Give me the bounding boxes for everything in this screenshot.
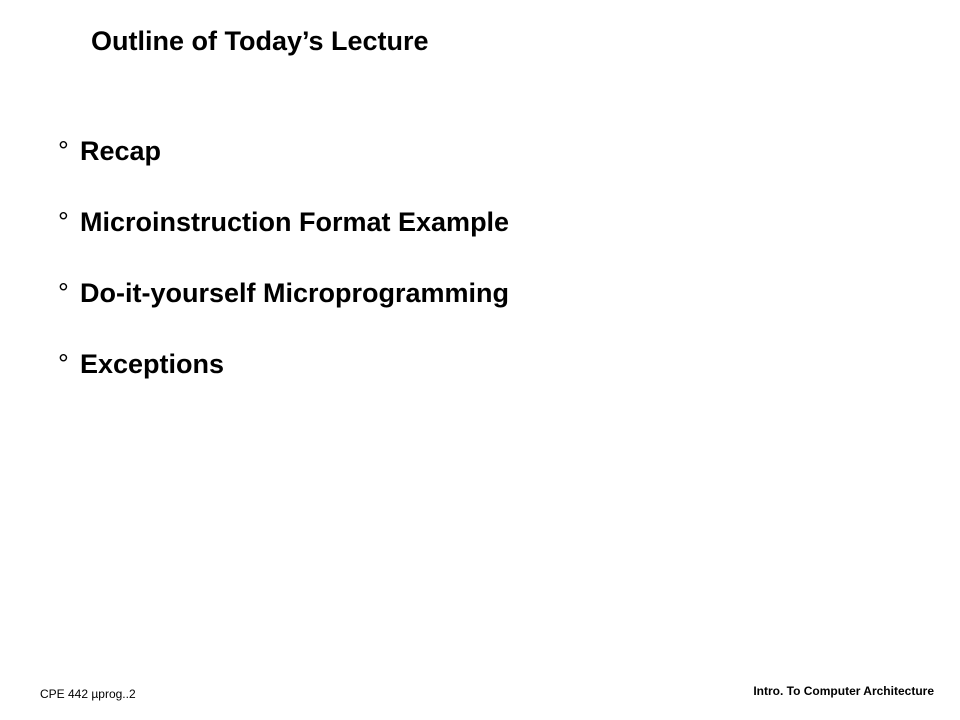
bullet-item	[58, 349, 509, 420]
footer-course-label: CPE 442 µprog..2	[40, 687, 136, 701]
slide-title: Outline of Today’s Lecture	[91, 26, 429, 56]
bullet-text: Microinstruction Format Example	[80, 207, 510, 237]
bullet-marker: °	[58, 349, 69, 379]
bullet-text: Recap	[80, 136, 162, 166]
footer-course-title: Intro. To Computer Architecture	[753, 684, 934, 698]
bullet-item	[58, 278, 509, 349]
bullet-text: Do-it-yourself Microprogramming	[80, 278, 510, 308]
bullet-item	[58, 207, 509, 278]
bullet-list	[58, 136, 509, 420]
bullet-marker: °	[58, 278, 69, 308]
bullet-item	[58, 136, 509, 207]
bullet-text: Exceptions	[80, 349, 225, 379]
bullet-marker: °	[58, 207, 69, 237]
bullet-marker: °	[58, 136, 69, 166]
